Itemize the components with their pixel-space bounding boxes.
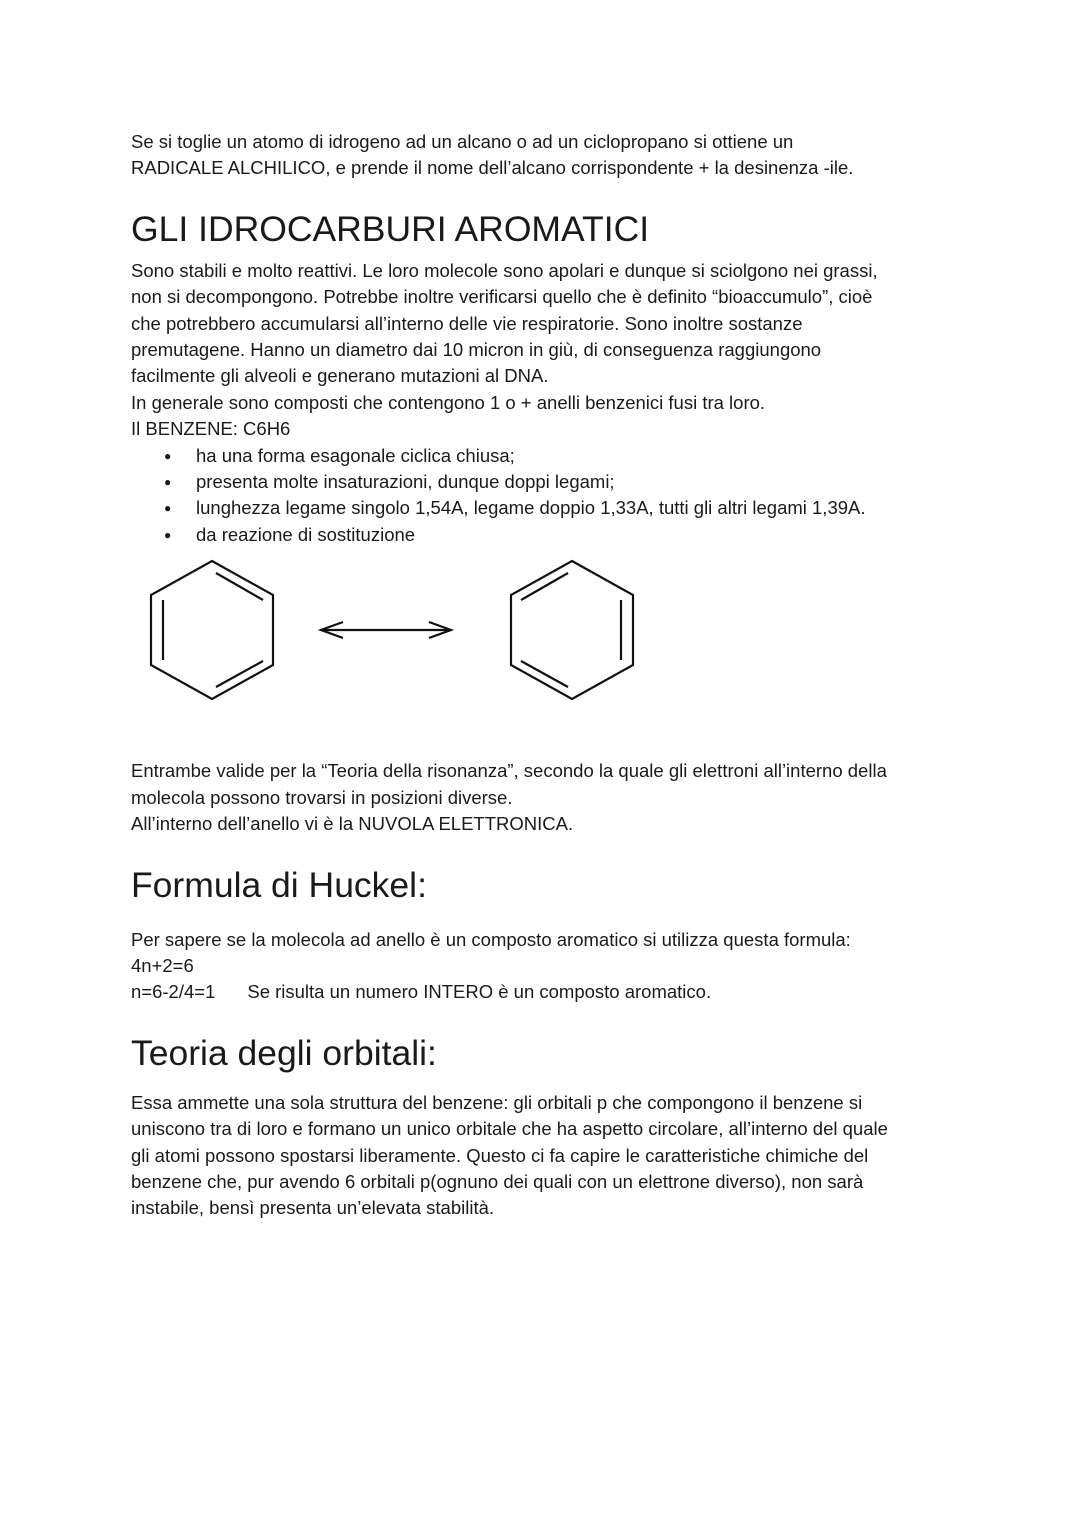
paragraph-line: benzene che, pur avendo 6 orbitali p(ognuno dei quali con un elettrone diverso), non sarà (131, 1170, 864, 1192)
benzene-resonance-figure (131, 558, 961, 758)
paragraph-line: Sono stabili e molto reattivi. Le loro molecole sono apolari e dunque si sciolgono nei grassi, (131, 259, 878, 281)
orbitali-paragraph (131, 1090, 961, 1222)
risonanza-paragraph (131, 758, 961, 837)
heading-formula-huckel: Formula di Huckel: (131, 864, 427, 905)
formula-text: n=6-2/4=1 (131, 981, 216, 1003)
benzene-ring-left (151, 561, 273, 699)
intro-line: RADICALE ALCHILICO, e prende il nome dell’alcano corrispondente + la desinenza -ile. (131, 157, 854, 179)
paragraph-line: premutagene. Hanno un diametro dai 10 micron in giù, di conseguenza raggiungono (131, 339, 822, 361)
benzene-ring-right (511, 561, 633, 699)
paragraph-line: gli atomi possono spostarsi liberamente. Questo ci fa capire le caratteristiche chimiche del (131, 1144, 869, 1166)
aromatici-paragraph (131, 258, 961, 443)
paragraph-line: All’interno dell’anello vi è la NUVOLA ELETTRONICA. (131, 813, 574, 835)
paragraph-line: In generale sono composti che contengono 1 o + anelli benzenici fusi tra loro. (131, 391, 766, 413)
paragraph-line: Entrambe valide per la “Teoria della risonanza”, secondo la quale gli elettroni all’interno della (131, 760, 887, 782)
list-item: ● presenta molte insaturazioni, dunque doppi legami; (131, 469, 961, 495)
formula-result-line (131, 979, 961, 1005)
benzene-resonance-diagram (131, 558, 651, 758)
paragraph-line: Il BENZENE: C6H6 (131, 418, 291, 440)
benzene-properties-list (131, 443, 961, 549)
paragraph-line: uniscono tra di loro e formano un unico orbitale che ha aspetto circolare, all’interno del quale (131, 1118, 888, 1140)
paragraph-line: Essa ammette una sola struttura del benzene: gli orbitali p che compongono il benzene si (131, 1091, 863, 1113)
list-item: ● lunghezza legame singolo 1,54A, legame doppio 1,33A, tutti gli altri legami 1,39A. (131, 495, 961, 521)
heading-teoria-orbitali: Teoria degli orbitali: (131, 1032, 437, 1073)
document-page (131, 129, 961, 1222)
paragraph-line: facilmente gli alveoli e generano mutazioni al DNA. (131, 365, 549, 387)
intro-paragraph (131, 129, 961, 182)
paragraph-line: non si decompongono. Potrebbe inoltre verificarsi quello che è definito “bioaccumulo”, cioè (131, 286, 873, 308)
huckel-paragraph (131, 927, 961, 1006)
formula-explanation: Se risulta un numero INTERO è un composto aromatico. (247, 981, 712, 1003)
paragraph-line: molecola possono trovarsi in posizioni diverse. (131, 786, 513, 808)
heading-idrocarburi-aromatici: GLI IDROCARBURI AROMATICI (131, 208, 650, 249)
paragraph-line: Per sapere se la molecola ad anello è un composto aromatico si utilizza questa formula: (131, 928, 851, 950)
intro-line: Se si toglie un atomo di idrogeno ad un alcano o ad un ciclopropano si ottiene un (131, 131, 794, 152)
list-item: ● ha una forma esagonale ciclica chiusa; (131, 443, 961, 469)
list-item: ● da reazione di sostituzione (131, 522, 961, 548)
formula-line: 4n+2=6 (131, 954, 194, 976)
paragraph-line: che potrebbero accumularsi all’interno delle vie respiratorie. Sono inoltre sostanze (131, 312, 803, 334)
paragraph-line: instabile, bensì presenta un’elevata stabilità. (131, 1197, 495, 1219)
